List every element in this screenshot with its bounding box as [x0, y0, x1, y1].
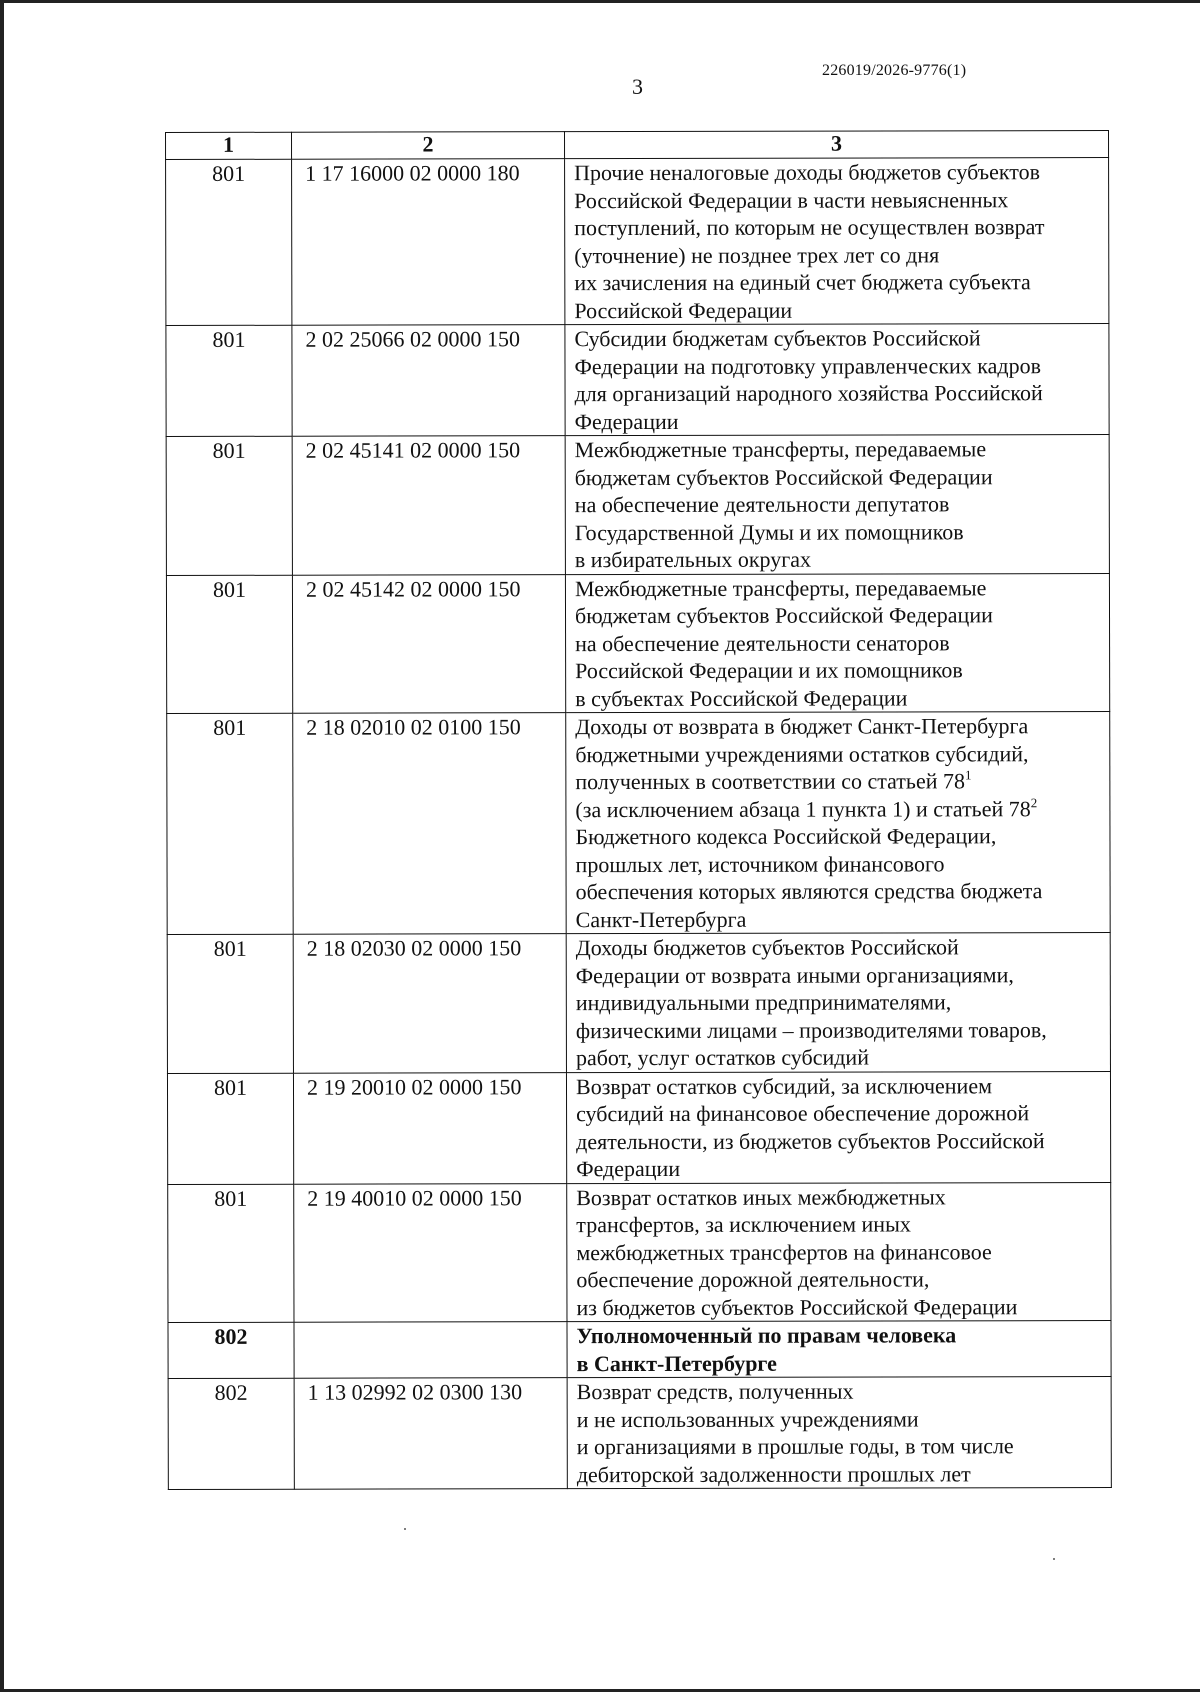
description-line [575, 463, 1105, 492]
description-text: полученных в соответствии со статьей 78 [575, 768, 965, 795]
description-line [575, 379, 1105, 408]
table-row [166, 435, 1109, 575]
description-text: Федерации на подготовку управленческих кадров [574, 352, 1042, 379]
admin-code-cell: 801 [168, 1184, 294, 1323]
description-line [574, 213, 1104, 242]
superscript: 2 [1030, 794, 1038, 810]
description-line [576, 1099, 1106, 1128]
description-line [575, 490, 1105, 519]
description-line [577, 1460, 1107, 1489]
description-cell [566, 1071, 1110, 1183]
description-line [575, 435, 1105, 464]
description-line [575, 407, 1105, 436]
admin-code-cell: 801 [167, 1073, 293, 1184]
description-text: индивидуальными предпринимателями, [575, 989, 952, 1016]
description-text: бюджетам субъектов Российской Федерации [574, 602, 993, 629]
description-text: Возврат остатков иных межбюджетных [576, 1183, 946, 1210]
admin-code-cell: 801 [166, 436, 292, 575]
table-row [168, 1182, 1111, 1322]
description-cell [565, 435, 1109, 575]
description-line [576, 933, 1106, 962]
description-line [575, 712, 1105, 741]
page-number: 3 [632, 74, 643, 99]
description-cell [566, 712, 1110, 934]
description-cell [567, 1377, 1111, 1489]
admin-code-cell: 802 [168, 1322, 294, 1378]
income-code-cell: 2 18 02030 02 0000 150 [293, 934, 566, 1073]
description-text: в субъектах Российской Федерации [575, 684, 908, 711]
description-text: Возврат остатков субсидий, за исключением [575, 1072, 993, 1099]
column-header-1: 1 [166, 132, 292, 159]
table-row [166, 158, 1109, 326]
description-cell [567, 1321, 1111, 1378]
admin-code-cell: 801 [167, 713, 293, 934]
income-code-cell: 2 19 40010 02 0000 150 [294, 1183, 567, 1322]
table-row [167, 1071, 1110, 1184]
scan-speck [1053, 1558, 1055, 1560]
description-text: Прочие неналоговые доходы бюджетов субъектов [574, 159, 1041, 186]
description-text: и организациями в прошлые годы, в том числе [576, 1433, 1014, 1460]
description-line [576, 1183, 1106, 1212]
admin-code-cell: 801 [166, 159, 292, 325]
description-line [575, 822, 1105, 851]
description-text: трансфертов, за исключением иных [576, 1211, 911, 1238]
description-text: в Санкт-Петербурге [576, 1350, 777, 1376]
description-line [576, 1072, 1106, 1101]
description-text: работ, услуг остатков субсидий [575, 1044, 869, 1071]
description-line [577, 1432, 1107, 1461]
description-text: Федерации [574, 408, 679, 434]
column-header-2: 2 [292, 132, 565, 160]
description-line [574, 158, 1104, 187]
description-text: в избирательных округах [574, 546, 812, 573]
table-row [167, 712, 1110, 935]
description-line [576, 877, 1106, 906]
description-line [577, 1349, 1107, 1378]
income-codes-table [165, 130, 1112, 1490]
description-line [575, 629, 1105, 658]
admin-code-cell: 801 [166, 325, 292, 436]
description-text: Межбюджетные трансферты, передаваемые [574, 574, 987, 601]
description-line [574, 324, 1104, 353]
description-line [574, 296, 1104, 325]
description-text: (за исключением абзаца 1 пункта 1) и статьей 78 [575, 795, 1031, 822]
description-line [576, 1321, 1106, 1350]
description-line [574, 241, 1104, 270]
description-text: Федерации от возврата иными организациями, [575, 961, 1014, 988]
description-line [576, 1293, 1106, 1322]
description-text: дебиторской задолженности прошлых лет [576, 1460, 971, 1487]
admin-code-cell: 801 [166, 575, 292, 714]
description-line [576, 1238, 1106, 1267]
description-text: из бюджетов субъектов Российской Федерации [576, 1293, 1018, 1320]
description-line [576, 1043, 1106, 1072]
description-line [575, 684, 1105, 713]
description-text: Российской Федерации в части невыясненных [574, 186, 1009, 213]
description-line [575, 656, 1105, 685]
description-line [576, 1127, 1106, 1156]
description-text: Российской Федерации и их помощников [575, 657, 963, 684]
table-header-row [166, 131, 1109, 160]
description-line [575, 767, 1105, 796]
description-line [577, 1405, 1107, 1434]
description-cell [566, 933, 1110, 1073]
description-line [576, 988, 1106, 1017]
description-line [574, 186, 1104, 215]
superscript: 1 [964, 767, 972, 783]
table-body [166, 158, 1112, 1490]
description-text: деятельности, из бюджетов субъектов Российской [576, 1127, 1045, 1154]
description-text: Возврат средств, полученных [576, 1378, 854, 1405]
description-text: Субсидии бюджетам субъектов Российской [574, 325, 981, 352]
description-text: Российской Федерации [574, 297, 793, 323]
scan-speck [404, 1528, 406, 1530]
income-code-cell: 1 17 16000 02 0000 180 [292, 159, 565, 326]
description-text: на обеспечение деятельности сенаторов [575, 629, 950, 656]
description-line [574, 352, 1104, 381]
description-line [575, 795, 1105, 824]
admin-code-cell: 801 [167, 934, 293, 1073]
description-text: физическими лицами – производителями товаров, [575, 1016, 1047, 1043]
description-text: поступлений, по которым не осуществлен возврат [574, 214, 1045, 241]
income-code-cell: 2 02 45141 02 0000 150 [292, 436, 565, 575]
description-text: Санкт-Петербурга [575, 906, 747, 932]
description-text: и не использованных учреждениями [576, 1405, 919, 1432]
description-text: прошлых лет, источником финансового [575, 850, 945, 877]
description-line [576, 1210, 1106, 1239]
description-cell [567, 1182, 1111, 1322]
description-text: Уполномоченный по правам человека [576, 1322, 957, 1349]
description-line [574, 268, 1104, 297]
description-text: их зачисления на единый счет бюджета субъекта [574, 269, 1031, 296]
description-text: Доходы от возврата в бюджет Санкт-Петербурга [575, 713, 1029, 740]
description-line [575, 518, 1105, 547]
table-row [168, 1321, 1111, 1379]
description-line [575, 601, 1105, 630]
description-line [576, 905, 1106, 934]
income-code-cell: 2 02 25066 02 0000 150 [292, 325, 565, 437]
description-line [577, 1377, 1107, 1406]
description-text: бюджетам субъектов Российской Федерации [574, 463, 993, 490]
description-line [576, 1016, 1106, 1045]
description-text: Межбюджетные трансферты, передаваемые [574, 436, 987, 463]
description-cell [565, 158, 1109, 325]
description-line [576, 850, 1106, 879]
description-text: субсидий на финансовое обеспечение дорожной [576, 1100, 1030, 1127]
admin-code-cell: 802 [168, 1378, 294, 1489]
description-cell [565, 573, 1109, 713]
scan-edge-top [0, 0, 1200, 3]
income-code-cell [294, 1322, 567, 1379]
description-text: (уточнение) не позднее трех лет со дня [574, 241, 940, 268]
description-line [576, 1265, 1106, 1294]
description-line [576, 961, 1106, 990]
description-text: для организаций народного хозяйства Российской [574, 380, 1043, 407]
description-cell [565, 324, 1109, 436]
description-text: Бюджетного кодекса Российской Федерации, [575, 823, 997, 850]
income-code-cell: 2 19 20010 02 0000 150 [293, 1072, 566, 1184]
income-code-cell: 2 18 02010 02 0100 150 [293, 713, 566, 935]
description-line [575, 574, 1105, 603]
table-row [166, 324, 1109, 437]
table-row [168, 1377, 1111, 1490]
income-code-cell: 1 13 02992 02 0300 130 [294, 1378, 567, 1490]
table-row [166, 573, 1109, 713]
description-line [576, 1154, 1106, 1183]
income-code-cell: 2 02 45142 02 0000 150 [292, 574, 565, 713]
table-row [167, 933, 1110, 1073]
scan-edge-left [0, 0, 4, 1692]
document-id: 226019/2026-9776(1) [822, 62, 967, 79]
description-text: Доходы бюджетов субъектов Российской [575, 934, 959, 961]
description-text: обеспечения которых являются средства бюджета [575, 878, 1043, 905]
description-line [575, 545, 1105, 574]
description-text: межбюджетных трансфертов на финансовое [576, 1238, 992, 1265]
description-line [575, 740, 1105, 769]
description-text: бюджетными учреждениями остатков субсидий, [575, 740, 1029, 767]
description-text: Федерации [576, 1155, 681, 1182]
description-text: на обеспечение деятельности депутатов [574, 491, 950, 518]
column-header-3: 3 [565, 131, 1109, 159]
description-text: обеспечение дорожной деятельности, [576, 1266, 930, 1293]
description-text: Государственной Думы и их помощников [574, 518, 964, 545]
